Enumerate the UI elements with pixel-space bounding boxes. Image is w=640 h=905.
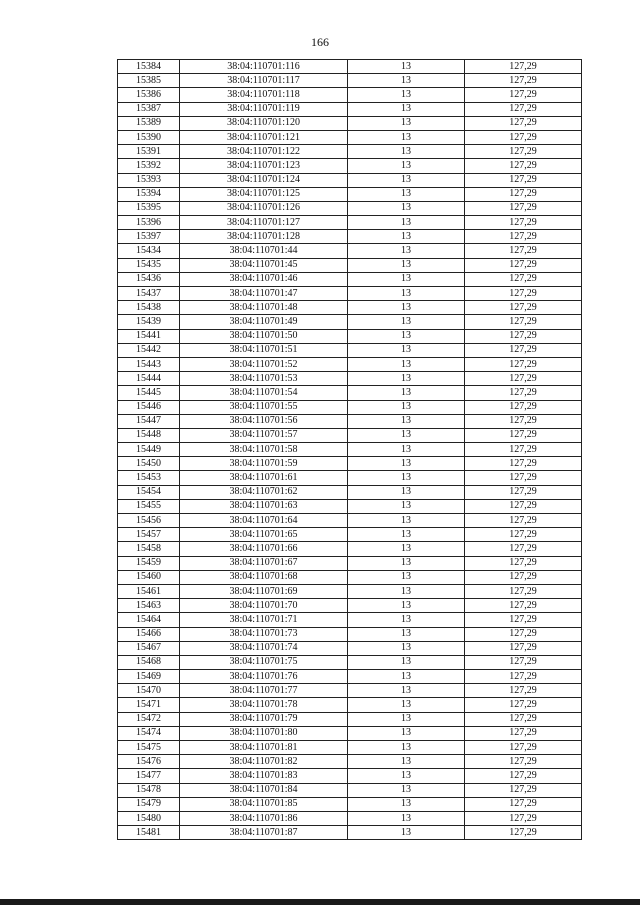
area-cell: 13: [348, 457, 465, 471]
value-cell: 127,29: [465, 74, 582, 88]
cadastral-number-cell: 38:04:110701:124: [180, 173, 348, 187]
cadastral-number-cell: 38:04:110701:121: [180, 130, 348, 144]
row-number-cell: 15468: [118, 655, 180, 669]
value-cell: 127,29: [465, 826, 582, 840]
value-cell: 127,29: [465, 584, 582, 598]
cadastral-number-cell: 38:04:110701:63: [180, 499, 348, 513]
cadastral-number-cell: 38:04:110701:74: [180, 641, 348, 655]
value-cell: 127,29: [465, 414, 582, 428]
value-cell: 127,29: [465, 88, 582, 102]
cadastral-number-cell: 38:04:110701:69: [180, 584, 348, 598]
area-cell: 13: [348, 315, 465, 329]
table-row: [118, 698, 582, 712]
cadastral-number-cell: 38:04:110701:56: [180, 414, 348, 428]
cadastral-number-cell: 38:04:110701:80: [180, 726, 348, 740]
area-cell: 13: [348, 88, 465, 102]
table-row: [118, 471, 582, 485]
area-cell: 13: [348, 443, 465, 457]
cadastral-number-cell: 38:04:110701:59: [180, 457, 348, 471]
area-cell: 13: [348, 485, 465, 499]
table-row: [118, 74, 582, 88]
row-number-cell: 15434: [118, 244, 180, 258]
area-cell: 13: [348, 712, 465, 726]
table-row: [118, 60, 582, 74]
cadastral-number-cell: 38:04:110701:62: [180, 485, 348, 499]
area-cell: 13: [348, 414, 465, 428]
row-number-cell: 15480: [118, 811, 180, 825]
area-cell: 13: [348, 698, 465, 712]
area-cell: 13: [348, 783, 465, 797]
area-cell: 13: [348, 102, 465, 116]
row-number-cell: 15387: [118, 102, 180, 116]
area-cell: 13: [348, 329, 465, 343]
table-row: [118, 301, 582, 315]
table-row: [118, 783, 582, 797]
value-cell: 127,29: [465, 272, 582, 286]
row-number-cell: 15395: [118, 201, 180, 215]
area-cell: 13: [348, 400, 465, 414]
row-number-cell: 15445: [118, 386, 180, 400]
row-number-cell: 15444: [118, 372, 180, 386]
row-number-cell: 15447: [118, 414, 180, 428]
row-number-cell: 15478: [118, 783, 180, 797]
table-row: [118, 443, 582, 457]
table-row: [118, 613, 582, 627]
table-row: [118, 514, 582, 528]
area-cell: 13: [348, 741, 465, 755]
table-row: [118, 655, 582, 669]
value-cell: 127,29: [465, 116, 582, 130]
table-row: [118, 102, 582, 116]
row-number-cell: 15386: [118, 88, 180, 102]
table-row: [118, 741, 582, 755]
table-row: [118, 130, 582, 144]
area-cell: 13: [348, 372, 465, 386]
cadastral-number-cell: 38:04:110701:117: [180, 74, 348, 88]
value-cell: 127,29: [465, 287, 582, 301]
scan-bottom-edge: [0, 899, 640, 905]
table-row: [118, 499, 582, 513]
row-number-cell: 15472: [118, 712, 180, 726]
area-cell: 13: [348, 216, 465, 230]
table-row: [118, 414, 582, 428]
cadastral-number-cell: 38:04:110701:83: [180, 769, 348, 783]
cadastral-number-cell: 38:04:110701:81: [180, 741, 348, 755]
row-number-cell: 15436: [118, 272, 180, 286]
value-cell: 127,29: [465, 499, 582, 513]
table-row: [118, 627, 582, 641]
value-cell: 127,29: [465, 130, 582, 144]
area-cell: 13: [348, 471, 465, 485]
value-cell: 127,29: [465, 60, 582, 74]
value-cell: 127,29: [465, 230, 582, 244]
row-number-cell: 15461: [118, 584, 180, 598]
value-cell: 127,29: [465, 386, 582, 400]
table-row: [118, 187, 582, 201]
row-number-cell: 15396: [118, 216, 180, 230]
value-cell: 127,29: [465, 783, 582, 797]
value-cell: 127,29: [465, 556, 582, 570]
value-cell: 127,29: [465, 811, 582, 825]
area-cell: 13: [348, 684, 465, 698]
row-number-cell: 15474: [118, 726, 180, 740]
cadastral-number-cell: 38:04:110701:57: [180, 428, 348, 442]
table-row: [118, 386, 582, 400]
area-cell: 13: [348, 386, 465, 400]
cadastral-number-cell: 38:04:110701:120: [180, 116, 348, 130]
area-cell: 13: [348, 811, 465, 825]
area-cell: 13: [348, 584, 465, 598]
cadastral-number-cell: 38:04:110701:122: [180, 145, 348, 159]
cadastral-number-cell: 38:04:110701:53: [180, 372, 348, 386]
table-row: [118, 584, 582, 598]
registry-table: [117, 59, 582, 840]
row-number-cell: 15437: [118, 287, 180, 301]
area-cell: 13: [348, 627, 465, 641]
cadastral-number-cell: 38:04:110701:125: [180, 187, 348, 201]
value-cell: 127,29: [465, 741, 582, 755]
area-cell: 13: [348, 428, 465, 442]
row-number-cell: 15467: [118, 641, 180, 655]
cadastral-number-cell: 38:04:110701:79: [180, 712, 348, 726]
area-cell: 13: [348, 514, 465, 528]
row-number-cell: 15453: [118, 471, 180, 485]
cadastral-number-cell: 38:04:110701:118: [180, 88, 348, 102]
table-row: [118, 329, 582, 343]
table-row: [118, 372, 582, 386]
cadastral-number-cell: 38:04:110701:58: [180, 443, 348, 457]
cadastral-number-cell: 38:04:110701:127: [180, 216, 348, 230]
area-cell: 13: [348, 244, 465, 258]
area-cell: 13: [348, 287, 465, 301]
table-row: [118, 343, 582, 357]
page-number: 166: [311, 35, 329, 49]
cadastral-number-cell: 38:04:110701:55: [180, 400, 348, 414]
table-row: [118, 145, 582, 159]
value-cell: 127,29: [465, 201, 582, 215]
cadastral-number-cell: 38:04:110701:85: [180, 797, 348, 811]
row-number-cell: 15460: [118, 570, 180, 584]
table-row: [118, 258, 582, 272]
cadastral-number-cell: 38:04:110701:76: [180, 670, 348, 684]
table-row: [118, 457, 582, 471]
row-number-cell: 15449: [118, 443, 180, 457]
area-cell: 13: [348, 60, 465, 74]
value-cell: 127,29: [465, 485, 582, 499]
area-cell: 13: [348, 542, 465, 556]
value-cell: 127,29: [465, 797, 582, 811]
value-cell: 127,29: [465, 258, 582, 272]
value-cell: 127,29: [465, 755, 582, 769]
cadastral-number-cell: 38:04:110701:46: [180, 272, 348, 286]
value-cell: 127,29: [465, 357, 582, 371]
table-row: [118, 428, 582, 442]
table-row: [118, 173, 582, 187]
value-cell: 127,29: [465, 443, 582, 457]
area-cell: 13: [348, 116, 465, 130]
cadastral-number-cell: 38:04:110701:61: [180, 471, 348, 485]
area-cell: 13: [348, 301, 465, 315]
table-row: [118, 556, 582, 570]
value-cell: 127,29: [465, 726, 582, 740]
cadastral-number-cell: 38:04:110701:73: [180, 627, 348, 641]
row-number-cell: 15455: [118, 499, 180, 513]
row-number-cell: 15456: [118, 514, 180, 528]
row-number-cell: 15385: [118, 74, 180, 88]
row-number-cell: 15442: [118, 343, 180, 357]
value-cell: 127,29: [465, 372, 582, 386]
table-row: [118, 315, 582, 329]
value-cell: 127,29: [465, 570, 582, 584]
cadastral-number-cell: 38:04:110701:123: [180, 159, 348, 173]
area-cell: 13: [348, 797, 465, 811]
cadastral-number-cell: 38:04:110701:128: [180, 230, 348, 244]
row-number-cell: 15389: [118, 116, 180, 130]
cadastral-number-cell: 38:04:110701:87: [180, 826, 348, 840]
value-cell: 127,29: [465, 301, 582, 315]
row-number-cell: 15390: [118, 130, 180, 144]
cadastral-number-cell: 38:04:110701:65: [180, 528, 348, 542]
area-cell: 13: [348, 74, 465, 88]
value-cell: 127,29: [465, 528, 582, 542]
cadastral-number-cell: 38:04:110701:86: [180, 811, 348, 825]
cadastral-number-cell: 38:04:110701:50: [180, 329, 348, 343]
cadastral-number-cell: 38:04:110701:67: [180, 556, 348, 570]
value-cell: 127,29: [465, 514, 582, 528]
value-cell: 127,29: [465, 343, 582, 357]
row-number-cell: 15397: [118, 230, 180, 244]
table-row: [118, 797, 582, 811]
row-number-cell: 15481: [118, 826, 180, 840]
value-cell: 127,29: [465, 599, 582, 613]
area-cell: 13: [348, 769, 465, 783]
table-row: [118, 542, 582, 556]
area-cell: 13: [348, 528, 465, 542]
table-row: [118, 287, 582, 301]
row-number-cell: 15457: [118, 528, 180, 542]
row-number-cell: 15470: [118, 684, 180, 698]
value-cell: 127,29: [465, 315, 582, 329]
value-cell: 127,29: [465, 471, 582, 485]
value-cell: 127,29: [465, 641, 582, 655]
cadastral-number-cell: 38:04:110701:84: [180, 783, 348, 797]
area-cell: 13: [348, 499, 465, 513]
table-row: [118, 485, 582, 499]
cadastral-number-cell: 38:04:110701:49: [180, 315, 348, 329]
value-cell: 127,29: [465, 627, 582, 641]
table-row: [118, 230, 582, 244]
row-number-cell: 15448: [118, 428, 180, 442]
cadastral-number-cell: 38:04:110701:77: [180, 684, 348, 698]
cadastral-number-cell: 38:04:110701:119: [180, 102, 348, 116]
table-row: [118, 159, 582, 173]
area-cell: 13: [348, 655, 465, 669]
table-row: [118, 755, 582, 769]
area-cell: 13: [348, 230, 465, 244]
cadastral-number-cell: 38:04:110701:51: [180, 343, 348, 357]
row-number-cell: 15463: [118, 599, 180, 613]
value-cell: 127,29: [465, 400, 582, 414]
cadastral-number-cell: 38:04:110701:66: [180, 542, 348, 556]
row-number-cell: 15391: [118, 145, 180, 159]
cadastral-number-cell: 38:04:110701:47: [180, 287, 348, 301]
area-cell: 13: [348, 570, 465, 584]
table-row: [118, 811, 582, 825]
value-cell: 127,29: [465, 329, 582, 343]
cadastral-number-cell: 38:04:110701:64: [180, 514, 348, 528]
row-number-cell: 15458: [118, 542, 180, 556]
table-row: [118, 769, 582, 783]
row-number-cell: 15454: [118, 485, 180, 499]
row-number-cell: 15477: [118, 769, 180, 783]
area-cell: 13: [348, 145, 465, 159]
row-number-cell: 15443: [118, 357, 180, 371]
table-row: [118, 528, 582, 542]
value-cell: 127,29: [465, 173, 582, 187]
area-cell: 13: [348, 159, 465, 173]
table-row: [118, 726, 582, 740]
area-cell: 13: [348, 343, 465, 357]
row-number-cell: 15450: [118, 457, 180, 471]
table-row: [118, 201, 582, 215]
value-cell: 127,29: [465, 187, 582, 201]
table-row: [118, 357, 582, 371]
row-number-cell: 15441: [118, 329, 180, 343]
table-row: [118, 670, 582, 684]
row-number-cell: 15393: [118, 173, 180, 187]
table-row: [118, 684, 582, 698]
value-cell: 127,29: [465, 655, 582, 669]
cadastral-number-cell: 38:04:110701:52: [180, 357, 348, 371]
value-cell: 127,29: [465, 159, 582, 173]
row-number-cell: 15394: [118, 187, 180, 201]
table-row: [118, 712, 582, 726]
cadastral-number-cell: 38:04:110701:48: [180, 301, 348, 315]
area-cell: 13: [348, 258, 465, 272]
area-cell: 13: [348, 187, 465, 201]
cadastral-number-cell: 38:04:110701:116: [180, 60, 348, 74]
table-row: [118, 116, 582, 130]
area-cell: 13: [348, 670, 465, 684]
area-cell: 13: [348, 130, 465, 144]
table-row: [118, 216, 582, 230]
table-row: [118, 88, 582, 102]
table-row: [118, 244, 582, 258]
cadastral-number-cell: 38:04:110701:126: [180, 201, 348, 215]
value-cell: 127,29: [465, 542, 582, 556]
value-cell: 127,29: [465, 428, 582, 442]
cadastral-number-cell: 38:04:110701:82: [180, 755, 348, 769]
area-cell: 13: [348, 556, 465, 570]
row-number-cell: 15476: [118, 755, 180, 769]
table-row: [118, 641, 582, 655]
row-number-cell: 15464: [118, 613, 180, 627]
value-cell: 127,29: [465, 684, 582, 698]
value-cell: 127,29: [465, 670, 582, 684]
cadastral-number-cell: 38:04:110701:78: [180, 698, 348, 712]
value-cell: 127,29: [465, 457, 582, 471]
table-row: [118, 272, 582, 286]
value-cell: 127,29: [465, 216, 582, 230]
cadastral-number-cell: 38:04:110701:44: [180, 244, 348, 258]
area-cell: 13: [348, 173, 465, 187]
table-row: [118, 826, 582, 840]
row-number-cell: 15469: [118, 670, 180, 684]
row-number-cell: 15466: [118, 627, 180, 641]
value-cell: 127,29: [465, 102, 582, 116]
row-number-cell: 15475: [118, 741, 180, 755]
value-cell: 127,29: [465, 244, 582, 258]
row-number-cell: 15446: [118, 400, 180, 414]
row-number-cell: 15438: [118, 301, 180, 315]
cadastral-number-cell: 38:04:110701:70: [180, 599, 348, 613]
cadastral-number-cell: 38:04:110701:45: [180, 258, 348, 272]
area-cell: 13: [348, 641, 465, 655]
value-cell: 127,29: [465, 712, 582, 726]
value-cell: 127,29: [465, 145, 582, 159]
value-cell: 127,29: [465, 769, 582, 783]
area-cell: 13: [348, 826, 465, 840]
area-cell: 13: [348, 755, 465, 769]
area-cell: 13: [348, 201, 465, 215]
area-cell: 13: [348, 613, 465, 627]
registry-table-body: [118, 60, 582, 840]
table-row: [118, 599, 582, 613]
area-cell: 13: [348, 357, 465, 371]
cadastral-number-cell: 38:04:110701:54: [180, 386, 348, 400]
row-number-cell: 15471: [118, 698, 180, 712]
value-cell: 127,29: [465, 698, 582, 712]
row-number-cell: 15384: [118, 60, 180, 74]
table-row: [118, 570, 582, 584]
area-cell: 13: [348, 599, 465, 613]
table-row: [118, 400, 582, 414]
row-number-cell: 15392: [118, 159, 180, 173]
cadastral-number-cell: 38:04:110701:71: [180, 613, 348, 627]
row-number-cell: 15479: [118, 797, 180, 811]
cadastral-number-cell: 38:04:110701:75: [180, 655, 348, 669]
row-number-cell: 15435: [118, 258, 180, 272]
cadastral-number-cell: 38:04:110701:68: [180, 570, 348, 584]
row-number-cell: 15439: [118, 315, 180, 329]
area-cell: 13: [348, 272, 465, 286]
value-cell: 127,29: [465, 613, 582, 627]
area-cell: 13: [348, 726, 465, 740]
row-number-cell: 15459: [118, 556, 180, 570]
